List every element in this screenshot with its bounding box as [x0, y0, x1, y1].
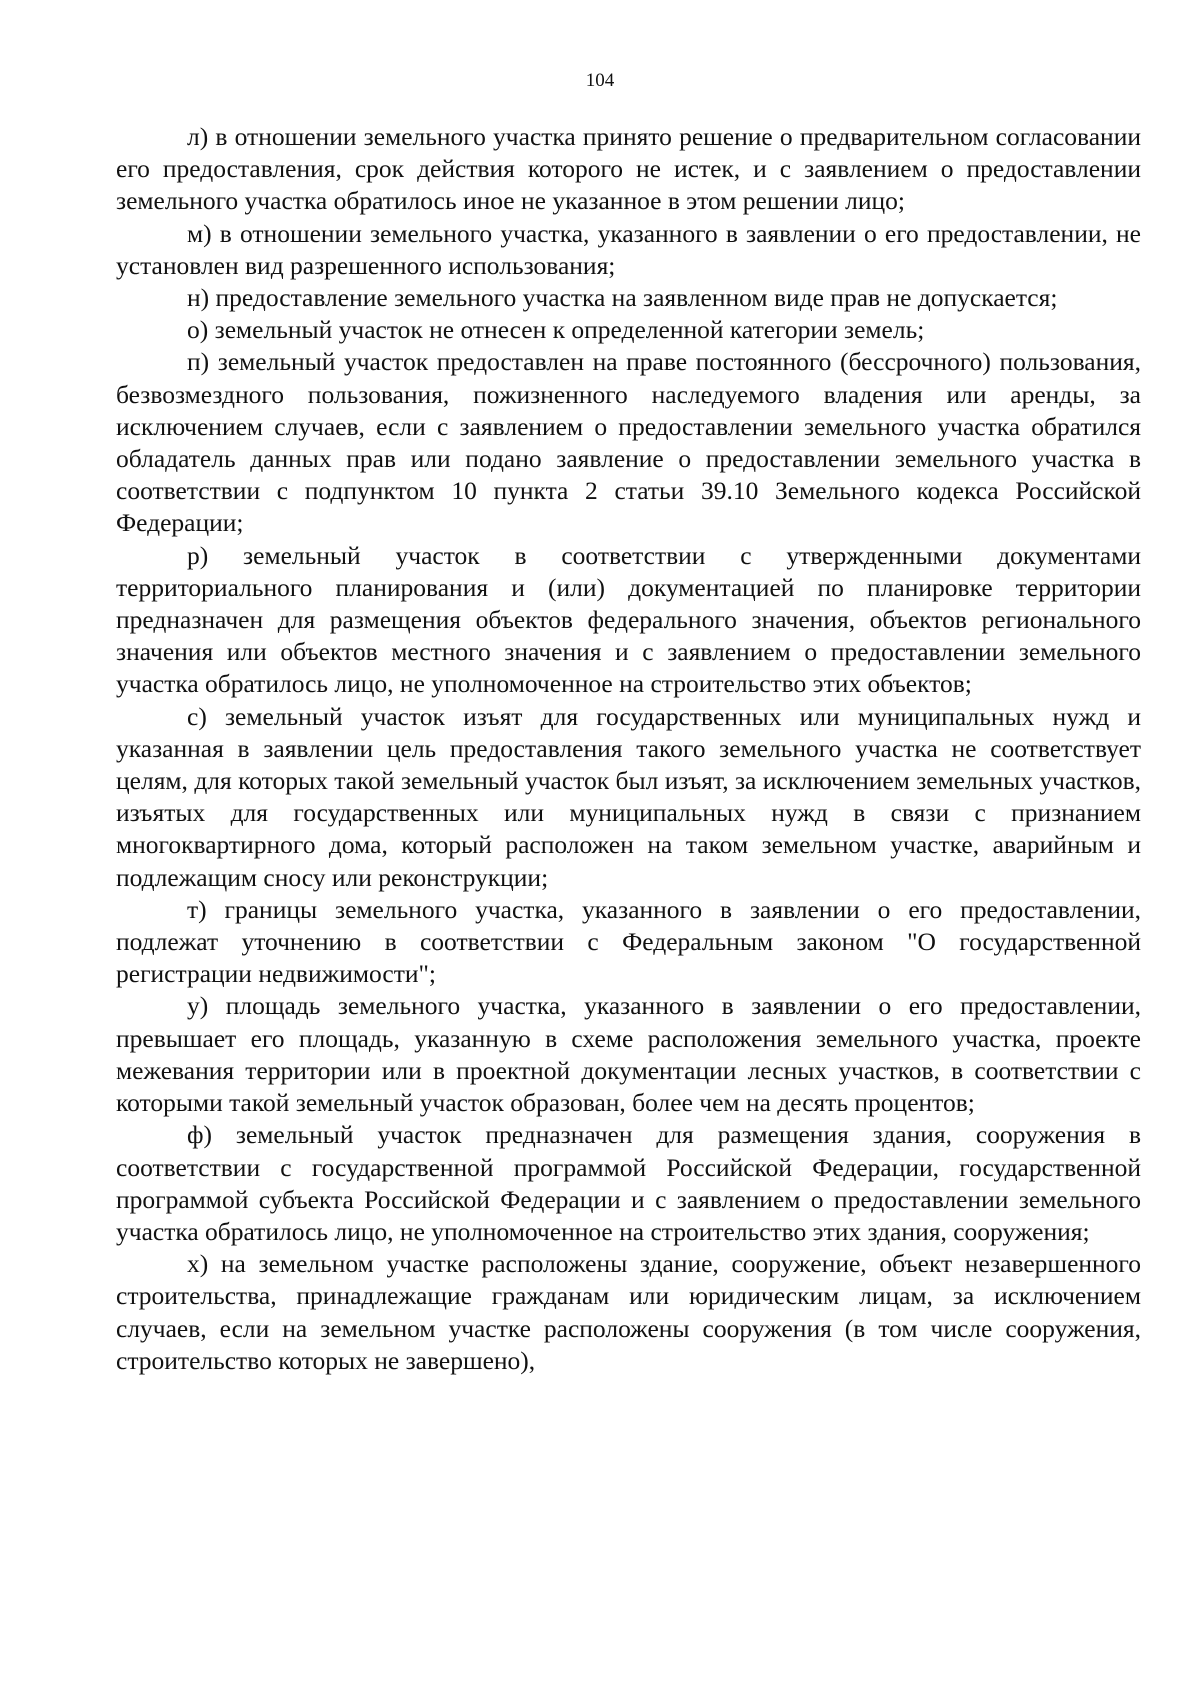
paragraph-l: л) в отношении земельного участка принято решение о предварительном согласовании его предоставления, срок действия которого не истек, и с заявлением о предоставлении земельного участка обратилось иное не указанное в этом решении лицо;	[116, 122, 1141, 216]
paragraph-s: с) земельный участок изъят для государственных или муниципальных нужд и указанная в заявлении цель предоставления такого земельного участка не соответствует целям, для которых такой земельный участок был изъят, за исключением земельных участков, изъятых для государственных или муниципальных нужд в связи с признанием многоквартирного дома, который расположен на таком земельном участке, аварийным и подлежащим сносу или реконструкции;	[116, 701, 1141, 892]
paragraph-kh: х) на земельном участке расположены здание, сооружение, объект незавершенного строительства, принадлежащие гражданам или юридическим лицам, за исключением случаев, если на земельном участке расположены сооружения (в том числе сооружения, строительство которых не завершено),	[116, 1249, 1141, 1375]
paragraph-m: м) в отношении земельного участка, указанного в заявлении о его предоставлении, не установлен вид разрешенного использования;	[116, 218, 1141, 280]
document-body	[116, 121, 1141, 1377]
page-number: 104	[585, 70, 615, 91]
paragraph-u: у) площадь земельного участка, указанного в заявлении о его предоставлении, превышает его площадь, указанную в схеме расположения земельного участка, проекте межевания территории или в проектной документации лесных участков, в соответствии с которыми такой земельный участок образован, более чем на десять процентов;	[116, 991, 1141, 1118]
paragraph-t: т) границы земельного участка, указанного в заявлении о его предоставлении, подлежат уточнению в соответствии с Федеральным законом "О государственной регистрации недвижимости";	[116, 894, 1141, 989]
paragraph-f: ф) земельный участок предназначен для размещения здания, сооружения в соответствии с государственной программой Российской Федерации, государственной программой субъекта Российской Федерации и с заявлением о предоставлении земельного участка обратилось лицо, не уполномоченное на строительство этих здания, сооружения;	[116, 1120, 1141, 1246]
paragraph-r: р) земельный участок в соответствии с утвержденными документами территориального планирования и (или) документацией по планировке территории предназначен для размещения объектов федерального значения, объектов регионального значения или объектов местного значения и с заявлением о предоставлении земельного участка обратилось лицо, не уполномоченное на строительство этих объектов;	[116, 540, 1141, 699]
paragraph-p: п) земельный участок предоставлен на праве постоянного (бессрочного) пользования, безвозмездного пользования, пожизненного наследуемого владения или аренды, за исключением случаев, если с заявлением о предоставлении земельного участка обратился обладатель данных прав или подано заявление о предоставлении земельного участка в соответствии с подпунктом 10 пункта 2 статьи 39.10 Земельного кодекса Российской Федерации;	[116, 347, 1141, 538]
paragraph-o: о) земельный участок не отнесен к определенной категории земель;	[187, 315, 925, 345]
paragraph-n: н) предоставление земельного участка на заявленном виде прав не допускается;	[187, 283, 1058, 313]
